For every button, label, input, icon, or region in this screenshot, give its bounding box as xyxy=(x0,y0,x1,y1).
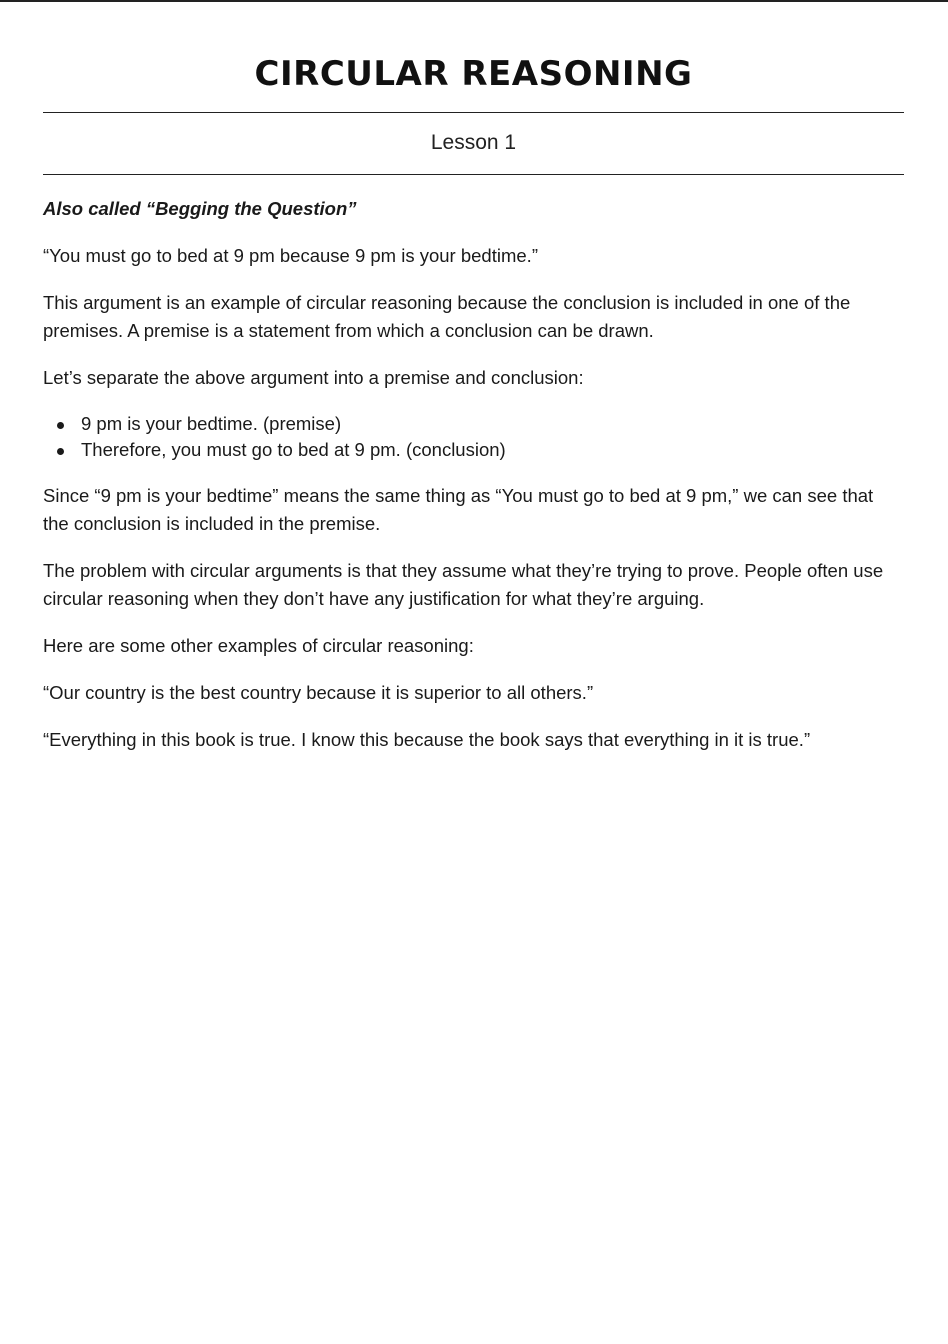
example-quote-country: “Our country is the best country because it is superior to all others.” xyxy=(43,682,594,703)
since-paragraph: Since “9 pm is your bedtime” means the same thing as “You must go to bed at 9 pm,” we can see that the conclusion is included in the premise. xyxy=(43,485,874,534)
list-item xyxy=(81,411,904,437)
premise-conclusion-list xyxy=(43,411,904,463)
bullet-icon xyxy=(57,422,64,429)
example-quote-book: “Everything in this book is true. I know this because the book says that everything in it is true.” xyxy=(43,729,811,750)
separate-intro-paragraph: Let’s separate the above argument into a premise and conclusion: xyxy=(43,367,584,388)
document-page xyxy=(43,0,904,773)
problem-paragraph: The problem with circular arguments is that they assume what they’re trying to prove. People often use circular reasoning when they don’t have any justification for what they’re arguing. xyxy=(43,560,884,609)
other-examples-intro: Here are some other examples of circular reasoning: xyxy=(43,635,474,656)
also-called-heading: Also called “Begging the Question” xyxy=(43,198,357,219)
lesson-subtitle: Lesson 1 xyxy=(430,131,517,154)
list-item-text: 9 pm is your bedtime. (premise) xyxy=(81,413,342,434)
list-item xyxy=(81,437,904,463)
main-example-quote: “You must go to bed at 9 pm because 9 pm is your bedtime.” xyxy=(43,245,538,266)
bullet-icon xyxy=(57,448,64,455)
list-item-text: Therefore, you must go to bed at 9 pm. (conclusion) xyxy=(81,439,506,460)
document-body xyxy=(43,175,904,754)
document-title: CIRCULAR REASONING xyxy=(254,54,693,94)
explanation-paragraph: This argument is an example of circular reasoning because the conclusion is included in one of the premises. A premise is a statement from which a conclusion can be drawn. xyxy=(43,292,851,341)
